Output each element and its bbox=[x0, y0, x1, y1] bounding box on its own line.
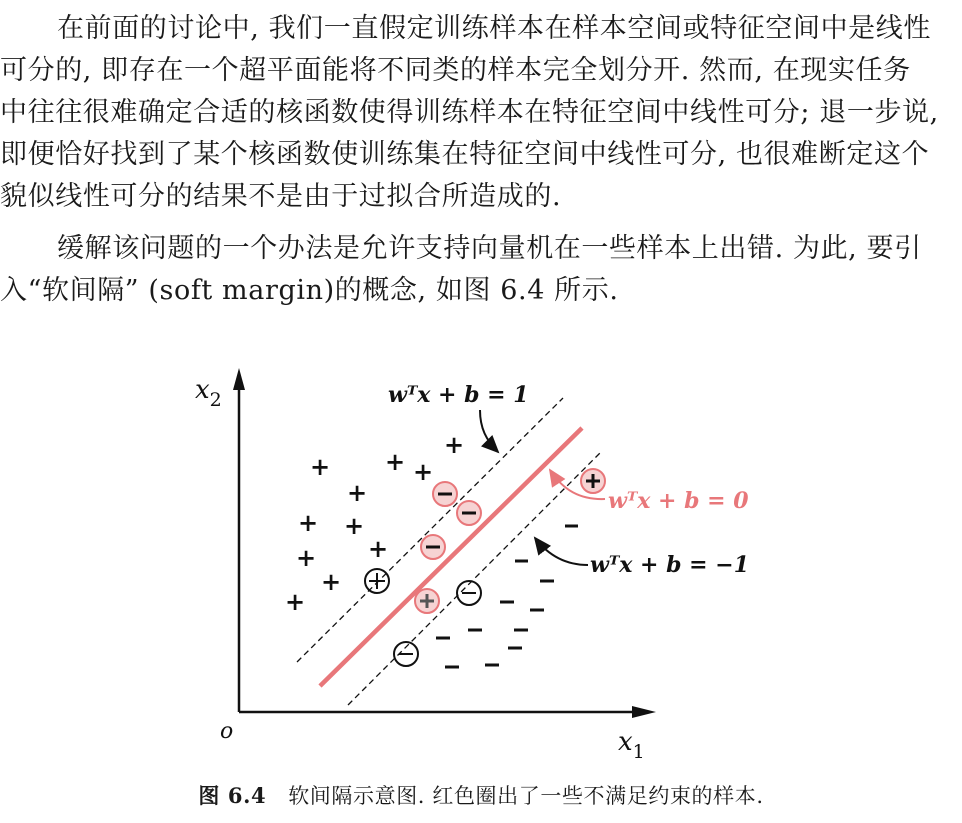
soft-margin-figure bbox=[180, 360, 780, 770]
text-line: 中往往很难确定合适的核函数使得训练样本在特征空间中线性可分; 退一步说, bbox=[0, 97, 939, 128]
figure-caption bbox=[0, 780, 962, 810]
positive-sample: + bbox=[284, 587, 306, 616]
upper-margin-pointer-icon bbox=[480, 410, 498, 452]
positive-sample: + bbox=[346, 478, 368, 507]
positive-sample: + bbox=[443, 430, 465, 459]
hyperplane-line bbox=[320, 428, 582, 686]
paragraph-1 bbox=[0, 8, 962, 218]
lower-margin-label: wᵀx + b = −1 bbox=[590, 552, 749, 578]
positive-sample: + bbox=[309, 452, 331, 481]
caption-text: 软间隔示意图. 红色圈出了一些不满足约束的样本. bbox=[288, 784, 764, 808]
violating-sample-negative bbox=[433, 482, 457, 506]
text-line: 在前面的讨论中, 我们一直假定训练样本在样本空间或特征空间中是线性 bbox=[57, 13, 931, 44]
text-line: 即便恰好找到了某个核函数使训练集在特征空间中线性可分, 也很难断定这个 bbox=[0, 139, 930, 170]
positive-sample: + bbox=[297, 508, 319, 537]
y-axis-arrowhead-icon bbox=[233, 368, 245, 390]
text-line: 入“软间隔” (soft margin)的概念, 如图 6.4 所示. bbox=[0, 275, 619, 306]
upper-margin-label: wᵀx + b = 1 bbox=[388, 382, 529, 408]
positive-sample: + bbox=[367, 534, 389, 563]
positive-sample: + bbox=[343, 511, 365, 540]
y-axis-label: $x_2$ bbox=[195, 375, 222, 411]
violating-sample-positive bbox=[415, 589, 439, 613]
x-axis-label: $x_1$ bbox=[618, 727, 645, 763]
lower-margin-line bbox=[348, 453, 600, 705]
paragraph-2 bbox=[0, 228, 962, 312]
positive-sample: + bbox=[295, 543, 317, 572]
origin-label: o bbox=[220, 719, 234, 744]
text-line: 缓解该问题的一个办法是允许支持向量机在一些样本上出错. 为此, 要引 bbox=[57, 233, 922, 264]
violating-sample-positive bbox=[581, 469, 605, 493]
hyperplane-label: wᵀx + b = 0 bbox=[608, 488, 749, 514]
figure-number: 图 6.4 bbox=[198, 783, 267, 808]
positive-sample: + bbox=[384, 447, 406, 476]
positive-sample: + bbox=[412, 457, 434, 486]
text-line: 可分的, 即存在一个超平面能将不同类的样本完全划分开. 然而, 在现实任务 bbox=[0, 55, 911, 86]
positive-sample: + bbox=[320, 567, 342, 596]
lower-margin-pointer-icon bbox=[535, 538, 588, 565]
violating-samples bbox=[415, 469, 605, 613]
text-line: 貌似线性可分的结果不是由于过拟合所造成的. bbox=[0, 181, 562, 212]
positive-samples bbox=[285, 430, 464, 616]
violating-sample-negative bbox=[421, 535, 445, 559]
upper-margin-line bbox=[297, 398, 563, 662]
violating-sample-negative bbox=[457, 501, 481, 525]
x-axis-arrowhead-icon bbox=[632, 706, 656, 718]
